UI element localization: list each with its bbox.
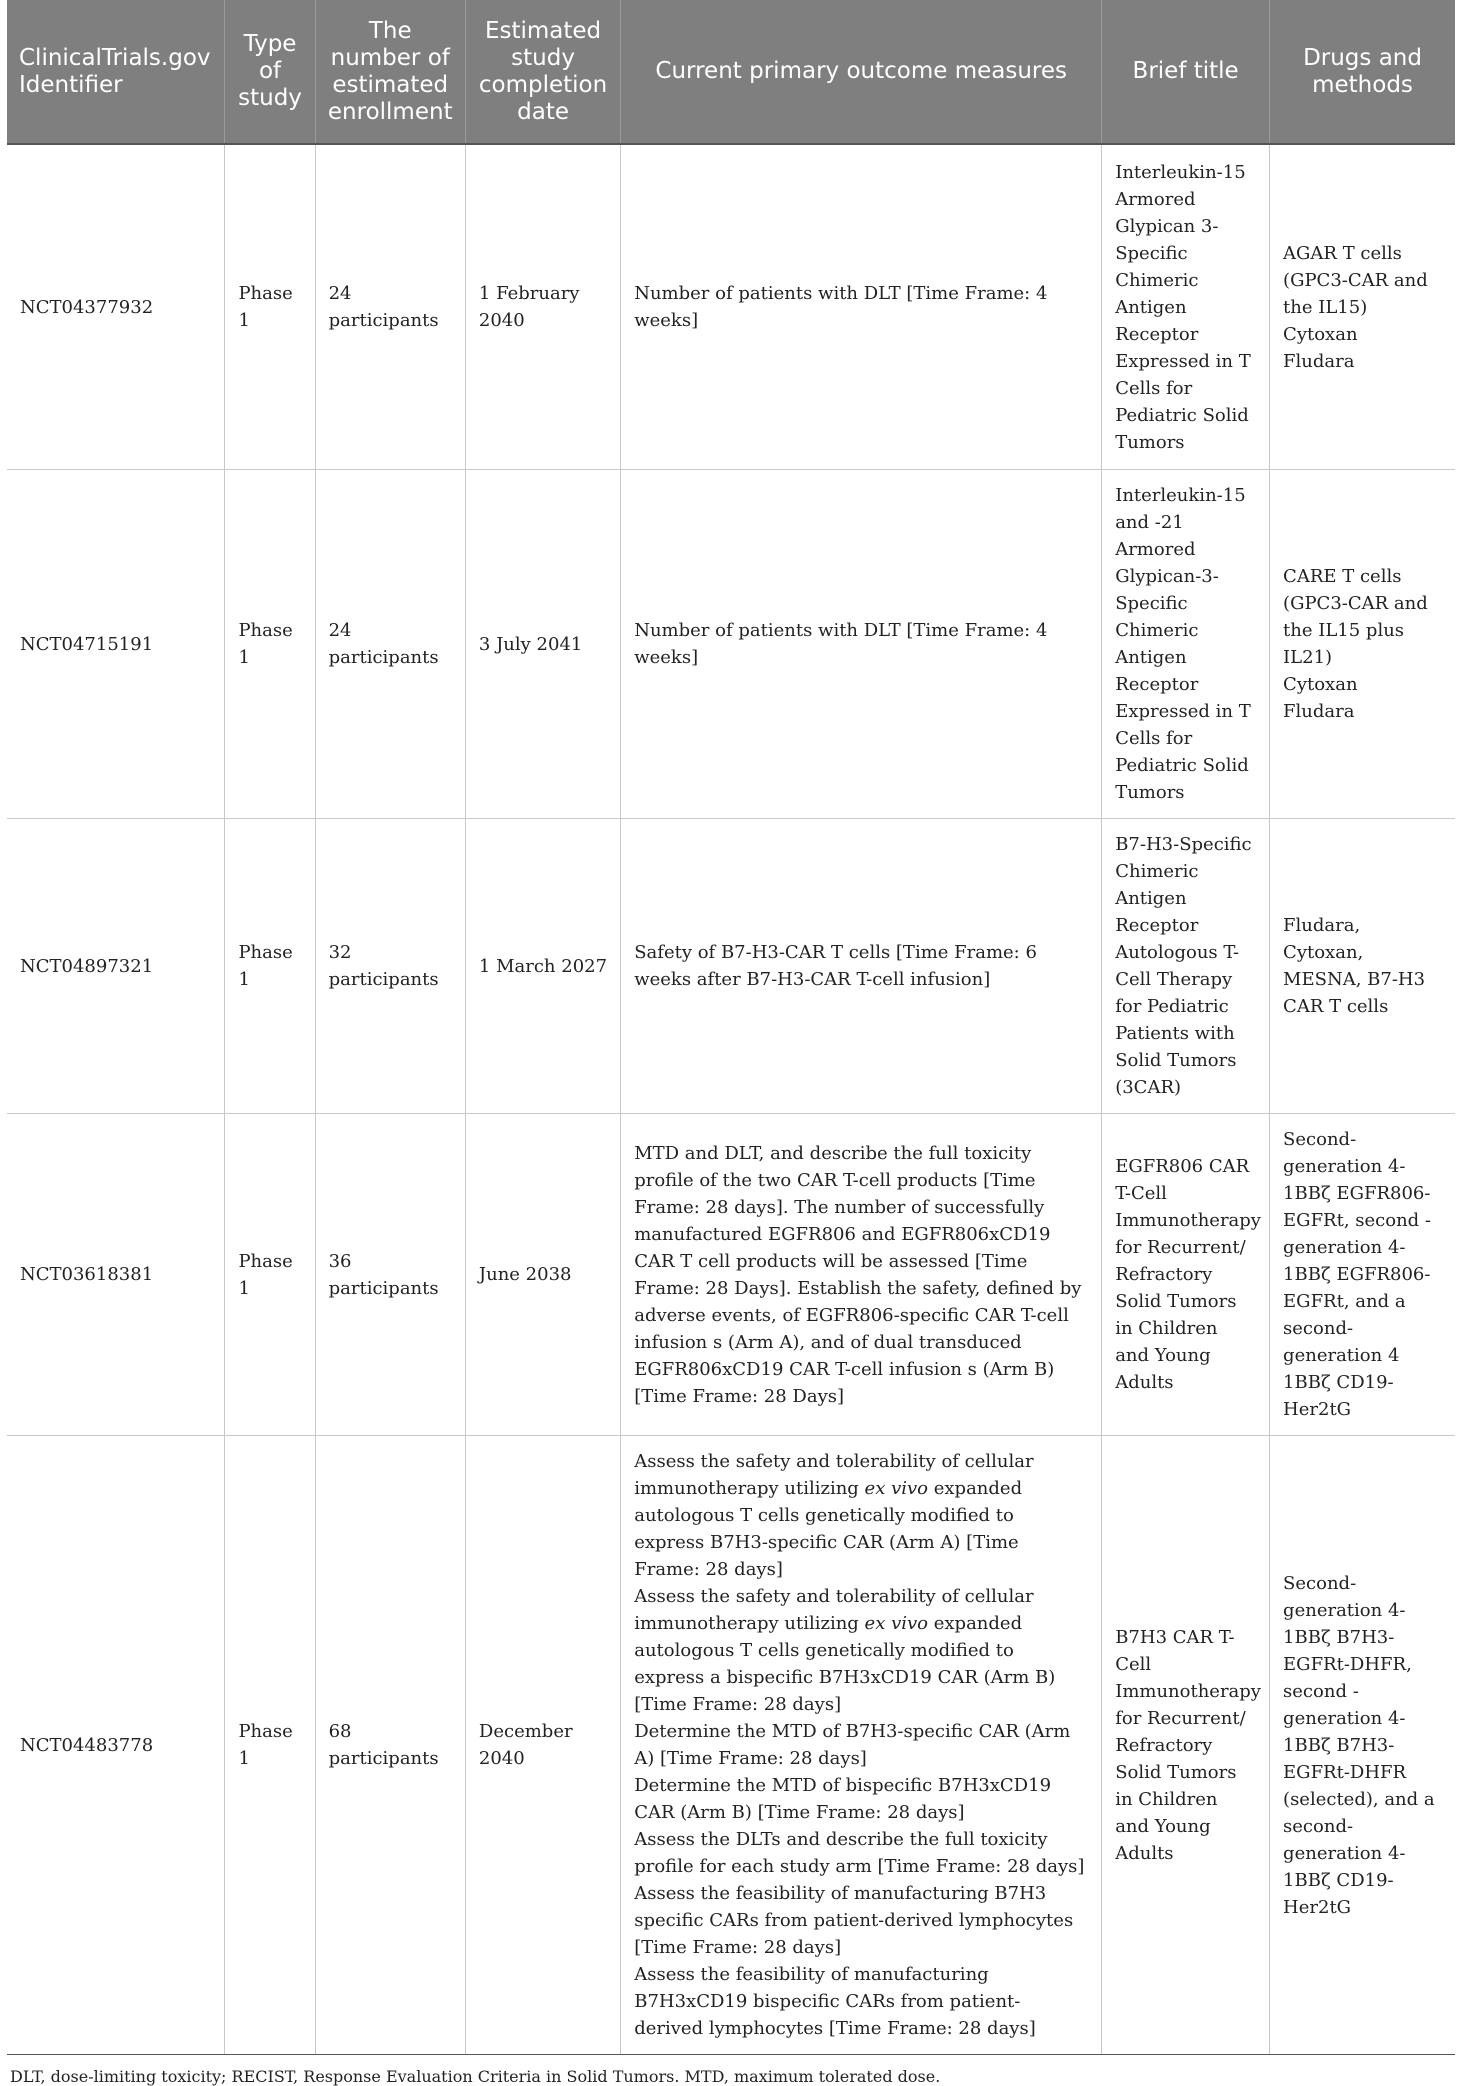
cell-enrollment: 32 participants [315, 819, 465, 1114]
cell-outcome: Safety of B7-H3-CAR T cells [Time Frame: 6 weeks after B7-H3-CAR T-cell infusion] [621, 819, 1102, 1114]
cell-type: Phase 1 [225, 144, 315, 470]
cell-enrollment: 36 participants [315, 1114, 465, 1436]
cell-type: Phase 1 [225, 1114, 315, 1436]
outcome-line: Assess the DLTs and describe the full toxicity profile for each study arm [Time Frame: 28 days] [634, 1829, 1085, 1877]
clinical-trials-table [7, 0, 1455, 2055]
table-row [7, 144, 1455, 470]
cell-completion: 3 July 2041 [465, 470, 620, 819]
clinical-trials-table-container [7, 0, 1455, 2086]
cell-outcome: MTD and DLT, and describe the full toxicity profile of the two CAR T-cell products [Time Frame: 28 days]. The number of successfully manufactured EGFR806 and EGFR806xCD19 CAR T cell products will be assessed [Time Frame: 28 Days]. Establish the safety, defined by adverse events, of EGFR806-specific CAR T-cell infusion s (Arm A), and of dual transduced EGFR806xCD19 CAR T-cell infusion s (Arm B) [Time Frame: 28 Days] [621, 1114, 1102, 1436]
table-row [7, 819, 1455, 1114]
cell-drugs: Second-generation 4-1BBζ B7H3-EGFRt-DHFR, second -generation 4-1BBζ B7H3-EGFRt-DHFR (selected), and a second-generation 4-1BBζ CD19-Her2tG [1270, 1436, 1455, 2055]
cell-title: B7-H3-Specific Chimeric Antigen Receptor Autologous T-Cell Therapy for Pediatric Patients with Solid Tumors (3CAR) [1102, 819, 1270, 1114]
cell-identifier: NCT04897321 [7, 819, 225, 1114]
cell-identifier: NCT04715191 [7, 470, 225, 819]
cell-completion: 1 February 2040 [465, 144, 620, 470]
cell-drugs: CARE T cells (GPC3-CAR and the IL15 plus IL21) Cytoxan Fludara [1270, 470, 1455, 819]
cell-title: EGFR806 CAR T-Cell Immunotherapy for Recurrent/ Refractory Solid Tumors in Children and Young Adults [1102, 1114, 1270, 1436]
outcome-line: Assess the safety and tolerability of cellular immunotherapy utilizing ex vivo expanded autologous T cells genetically modified to express a bispecific B7H3xCD19 CAR (Arm B) [Time Frame: 28 days] [634, 1586, 1056, 1715]
table-row [7, 470, 1455, 819]
table-header-row [7, 0, 1455, 144]
cell-enrollment: 24 participants [315, 470, 465, 819]
cell-drugs: Second-generation 4-1BBζ EGFR806-EGFRt, second -generation 4-1BBζ EGFR806-EGFRt, and a second-generation 4 1BBζ CD19-Her2tG [1270, 1114, 1455, 1436]
header-enrollment: The number of estimated enrollment [315, 0, 465, 144]
cell-completion: 1 March 2027 [465, 819, 620, 1114]
cell-title: B7H3 CAR T-Cell Immunotherapy for Recurrent/ Refractory Solid Tumors in Children and Young Adults [1102, 1436, 1270, 2055]
table-footnote: DLT, dose-limiting toxicity; RECIST, Response Evaluation Criteria in Solid Tumors. MTD, maximum tolerated dose. [10, 2067, 941, 2086]
outcome-line: Determine the MTD of B7H3-specific CAR (Arm A) [Time Frame: 28 days] [634, 1721, 1071, 1769]
cell-type: Phase 1 [225, 1436, 315, 2055]
cell-identifier: NCT03618381 [7, 1114, 225, 1436]
cell-completion: June 2038 [465, 1114, 620, 1436]
cell-identifier: NCT04377932 [7, 144, 225, 470]
table-row [7, 1436, 1455, 2055]
cell-identifier: NCT04483778 [7, 1436, 225, 2055]
cell-outcome: Number of patients with DLT [Time Frame: 4 weeks] [621, 144, 1102, 470]
header-completion-date: Estimated study completion date [465, 0, 620, 144]
table-row [7, 1114, 1455, 1436]
header-drugs-methods: Drugs and methods [1270, 0, 1455, 144]
cell-outcome [621, 1436, 1102, 2055]
outcome-line: Assess the feasibility of manufacturing B7H3 specific CARs from patient-derived lymphocytes [Time Frame: 28 days] [634, 1883, 1074, 1958]
header-outcome-measures: Current primary outcome measures [621, 0, 1102, 144]
cell-title: Interleukin-15 and -21 Armored Glypican-3-Specific Chimeric Antigen Receptor Expressed in T Cells for Pediatric Solid Tumors [1102, 470, 1270, 819]
header-type-of-study: Type of study [225, 0, 315, 144]
cell-drugs: AGAR T cells (GPC3-CAR and the IL15) Cytoxan Fludara [1270, 144, 1455, 470]
cell-outcome: Number of patients with DLT [Time Frame: 4 weeks] [621, 470, 1102, 819]
outcome-line: Assess the feasibility of manufacturing B7H3xCD19 bispecific CARs from patient-derived lymphocytes [Time Frame: 28 days] [634, 1964, 1036, 2039]
header-brief-title: Brief title [1102, 0, 1270, 144]
cell-title: Interleukin-15 Armored Glypican 3-Specific Chimeric Antigen Receptor Expressed in T Cells for Pediatric Solid Tumors [1102, 144, 1270, 470]
cell-type: Phase 1 [225, 470, 315, 819]
cell-type: Phase 1 [225, 819, 315, 1114]
header-identifier: ClinicalTrials.gov Identifier [7, 0, 225, 144]
cell-completion: December 2040 [465, 1436, 620, 2055]
cell-enrollment: 68 participants [315, 1436, 465, 2055]
outcome-line: Determine the MTD of bispecific B7H3xCD19 CAR (Arm B) [Time Frame: 28 days] [634, 1775, 1052, 1823]
outcome-line: Assess the safety and tolerability of cellular immunotherapy utilizing ex vivo expanded autologous T cells genetically modified to express B7H3-specific CAR (Arm A) [Time Frame: 28 days] [634, 1451, 1034, 1580]
cell-drugs: Fludara, Cytoxan, MESNA, B7-H3 CAR T cells [1270, 819, 1455, 1114]
cell-enrollment: 24 participants [315, 144, 465, 470]
